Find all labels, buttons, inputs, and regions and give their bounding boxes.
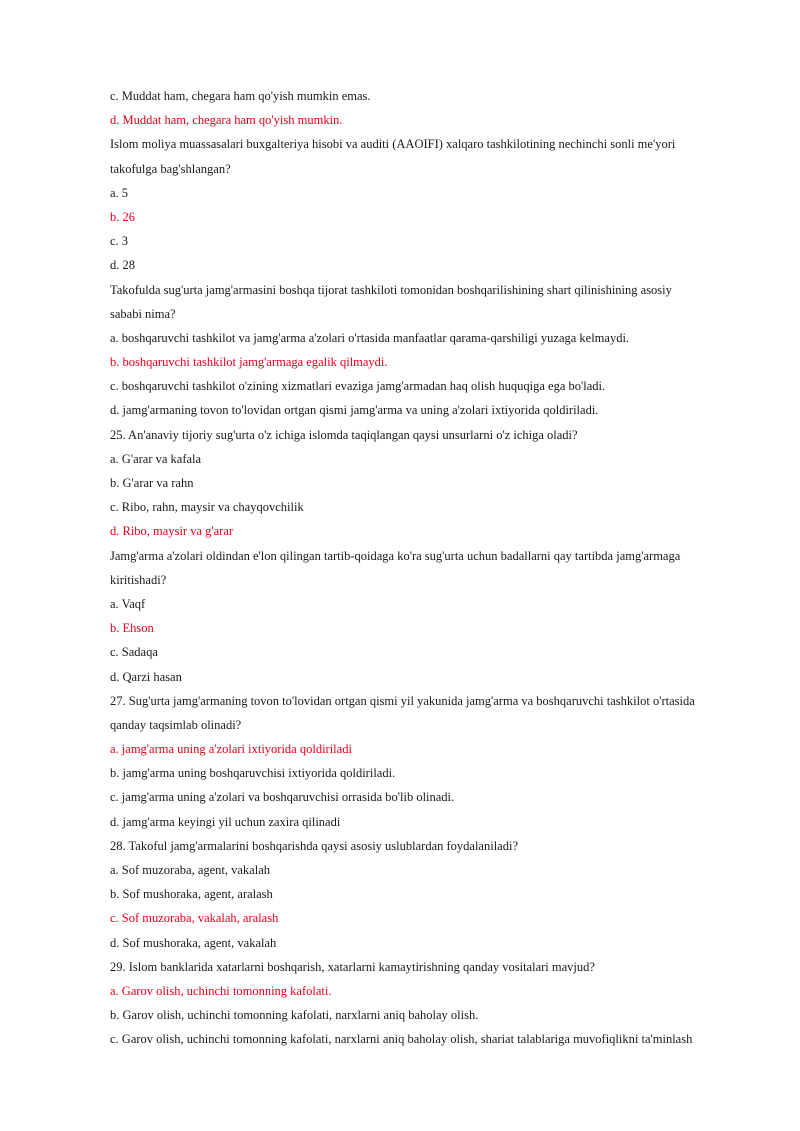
text-line: b. Sof mushoraka, agent, aralash [110, 887, 273, 902]
text-line: b. jamg'arma uning boshqaruvchisi ixtiyorida qoldiriladi. [110, 766, 396, 781]
text-line: a. G'arar va kafala [110, 451, 202, 466]
correct-answer-line: c. Sof muzoraba, vakalah, aralash [110, 911, 279, 926]
text-line: 27. Sug'urta jamg'armaning tovon to'lovidan ortgan qismi yil yakunida jamg'arma va boshqaruvchi tashkilot o'rtasida [110, 693, 695, 708]
text-line: Jamg'arma a'zolari oldindan e'lon qilingan tartib-qoidaga ko'ra sug'urta uchun badallarni qay tartibda jamg'armaga [110, 548, 681, 563]
text-line: a. 5 [110, 185, 129, 200]
text-line: 29. Islom banklarida xatarlarni boshqarish, xatarlarni kamaytirishning qanday vositalari mavjud? [110, 959, 595, 974]
correct-answer-line: d. Ribo, maysir va g'arar [110, 524, 234, 539]
text-line: b. G'arar va rahn [110, 476, 194, 490]
text-line: sababi nima? [110, 306, 176, 321]
text-line: qanday taqsimlab olinadi? [110, 717, 242, 732]
text-line: c. boshqaruvchi tashkilot o'zining xizmatlari evaziga jamg'armadan haq olish huquqiga ega bo'ladi. [110, 379, 606, 394]
correct-answer-line: a. jamg'arma uning a'zolari ixtiyorida qoldiriladi [110, 742, 352, 757]
correct-answer-line: a. Garov olish, uchinchi tomonning kafolati. [110, 983, 332, 998]
text-line: kiritishadi? [110, 572, 167, 587]
text-line: c. Muddat ham, chegara ham qo'yish mumkin emas. [110, 89, 371, 103]
text-line: c. Ribo, rahn, maysir va chayqovchilik [110, 500, 304, 515]
correct-answer-line: d. Muddat ham, chegara ham qo'yish mumkin. [110, 113, 343, 128]
text-line: b. Garov olish, uchinchi tomonning kafolati, narxlarni aniq baholay olish. [110, 1008, 479, 1023]
text-line: d. jamg'arma keyingi yil uchun zaxira qilinadi [110, 814, 341, 829]
text-line: d. 28 [110, 258, 135, 273]
text-line: c. jamg'arma uning a'zolari va boshqaruvchisi orrasida bo'lib olinadi. [110, 790, 455, 805]
text-line: c. Garov olish, uchinchi tomonning kafolati, narxlarni aniq baholay olish, shariat talablariga muvofiqlikni ta'minlash [110, 1032, 693, 1047]
correct-answer-line: b. Ehson [110, 621, 154, 636]
correct-answer-line: b. boshqaruvchi tashkilot jamg'armaga egalik qilmaydi. [110, 355, 388, 370]
correct-answer-line: b. 26 [110, 209, 135, 224]
text-line: 28. Takoful jamg'armalarini boshqarishda qaysi asosiy uslublardan foydalaniladi? [110, 838, 518, 853]
text-line: c. Sadaqa [110, 645, 158, 660]
text-line: a. boshqaruvchi tashkilot va jamg'arma a'zolari o'rtasida manfaatlar qarama-qarshiligi yuzaga kelmaydi. [110, 330, 630, 345]
text-line: Takofulda sug'urta jamg'armasini boshqa tijorat tashkiloti tomonidan boshqarilishining shart qilinishining asosiy [110, 282, 672, 297]
text-line: d. Qarzi hasan [110, 669, 182, 684]
text-line: Islom moliya muassasalari buxgalteriya hisobi va auditi (AAOIFI) xalqaro tashkilotining nechinchi sonli me'yori [110, 137, 676, 152]
text-line: d. jamg'armaning tovon to'lovidan ortgan qismi jamg'arma va uning a'zolari ixtiyorida qoldiriladi. [110, 403, 599, 418]
text-line: 25. An'anaviy tijoriy sug'urta o'z ichiga islomda taqiqlangan qaysi unsurlarni o'z ichiga oladi? [110, 427, 578, 442]
text-line: a. Vaqf [110, 596, 146, 611]
text-line: c. 3 [110, 234, 129, 249]
document-page [110, 84, 750, 1052]
text-line: takofulga bag'shlangan? [110, 161, 231, 176]
text-line: a. Sof muzoraba, agent, vakalah [110, 863, 271, 877]
text-line: d. Sof mushoraka, agent, vakalah [110, 935, 277, 950]
